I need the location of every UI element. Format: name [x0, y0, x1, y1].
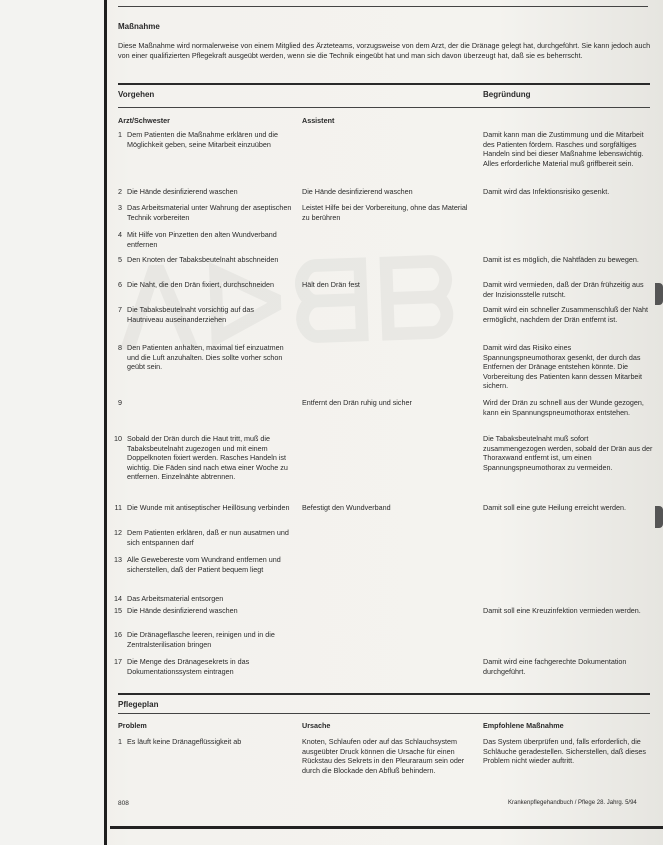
edge-mark: [655, 506, 663, 528]
pflegeplan-title: Pflegeplan: [118, 700, 159, 709]
pflegeplan-ursache: Knoten, Schlaufen oder auf das Schlauchsystem ausgeübter Druck können die Ursache für einen Rückstau des Sekrets in den Pleuraraum sein oder durch die Blockade den Abfluß behindern.: [302, 737, 465, 775]
step-begruendung-text: Damit ist es möglich, die Nahtfäden zu bewegen.: [483, 255, 639, 264]
step-number: 10: [114, 434, 122, 443]
step-begruendung-text: Damit wird eine fachgerechte Dokumentation durchgeführt.: [483, 657, 627, 676]
column-header-problem: Problem: [118, 721, 147, 730]
step-assistent-text: Leistet Hilfe bei der Vorbereitung, ohne das Material zu berühren: [302, 203, 468, 222]
column-header-massnahme: Empfohlene Maßnahme: [483, 721, 564, 730]
step-begruendung-text: Die Tabaksbeutelnaht muß sofort zusammengezogen werden, sobald der Drän aus der Thoraxwand entfernt ist, um einen Spannungspneumothorax zu vermeiden.: [483, 434, 653, 472]
edge-mark: [655, 283, 663, 305]
step-begruendung-text: Damit wird das Risiko eines Spannungspneumothorax gesenkt, der durch das Entfernen der Dränage entstehen könnte. Die Vorbereitung des Patienten kann dessen Mitarbeit sichern.: [483, 343, 643, 391]
step-number: 7: [118, 305, 122, 314]
step-begruendung-text: Wird der Drän zu schnell aus der Wunde gezogen, kann ein Spannungspneumothorax entstehen.: [483, 398, 644, 417]
scan-margin: [0, 0, 104, 845]
step-assistent-text: Die Hände desinfizierend waschen: [302, 187, 413, 196]
step-number: 8: [118, 343, 122, 352]
step-arzt-text: Die Wunde mit antiseptischer Heillösung verbinden: [127, 503, 290, 512]
step-arzt-text: Die Menge des Dränagesekrets in das Dokumentationssystem eintragen: [127, 657, 250, 676]
step-number: 2: [118, 187, 122, 196]
step-number: 5: [118, 255, 122, 264]
pflegeplan-rule: [118, 713, 650, 714]
step-number: 12: [114, 528, 122, 537]
step-assistent-text: Entfernt den Drän ruhig und sicher: [302, 398, 412, 407]
step-number: 14: [114, 594, 122, 603]
step-arzt-text: Dem Patienten erklären, daß er nun ausatmen und sich entspannen darf: [127, 528, 289, 547]
step-assistent-text: Hält den Drän fest: [302, 280, 360, 289]
step-number: 11: [114, 503, 122, 512]
subheader-assistent: Assistent: [302, 116, 335, 125]
step-arzt-text: Die Dränageflasche leeren, reinigen und in die Zentralsterilisation bringen: [127, 630, 275, 649]
step-number: 9: [118, 398, 122, 407]
step-begruendung-text: Damit soll eine gute Heilung erreicht werden.: [483, 503, 627, 512]
step-begruendung-text: Damit soll eine Kreuzinfektion vermieden werden.: [483, 606, 641, 615]
step-begruendung-text: Damit wird ein schneller Zusammenschluß der Naht ermöglicht, nachdem der Drän entfernt ist.: [483, 305, 648, 324]
pflegeplan-massnahme: Das System überprüfen und, falls erforderlich, die Schläuche geradestellen. Sicherstellen, daß dieses Problem nicht wieder auftritt.: [483, 737, 647, 766]
step-begruendung-text: Damit wird das Infektionsrisiko gesenkt.: [483, 187, 610, 196]
subheader-arzt: Arzt/Schwester: [118, 116, 170, 125]
pflegeplan-top-rule: [118, 693, 650, 695]
step-number: 4: [118, 230, 122, 239]
step-arzt-text: Alle Gewebereste vom Wundrand entfernen und sicherstellen, daß der Patient bequem liegt: [127, 555, 281, 574]
step-number: 17: [114, 657, 122, 666]
step-arzt-text: Das Arbeitsmaterial unter Wahrung der aseptischen Technik vorbereiten: [127, 203, 292, 222]
step-arzt-text: Den Patienten anhalten, maximal tief einzuatmen und die Luft anzuhalten. Dies sollte vorher schon geübt sein.: [127, 343, 284, 372]
column-header-ursache: Ursache: [302, 721, 331, 730]
step-number: 15: [114, 606, 122, 615]
step-arzt-text: Mit Hilfe von Pinzetten den alten Wundverband entfernen: [127, 230, 277, 249]
section-intro: Diese Maßnahme wird normalerweise von einem Mitglied des Ärzteteams, vorzugsweise von dem Arzt, der die Dränage gelegt hat, durchgeführt. Sie kann jedoch auch von einer qualifizierten Pflegekraft ausgeübt werden, wenn sie die Technik eingeübt hat und man sich davon überzeugt hat, daß sie es beherrscht.: [118, 41, 651, 60]
step-begruendung-text: Damit kann man die Zustimmung und die Mitarbeit des Patienten fördern. Rasches und sorgfältiges Handeln sind bei dieser Maßnahme lebenswichtig. Alles erforderliche Material muß griffbereit sein.: [483, 130, 644, 168]
step-arzt-text: Die Tabaksbeutelnaht vorsichtig auf das Hautniveau auseinanderziehen: [127, 305, 254, 324]
bottom-edge: [110, 826, 663, 829]
column-header-vorgehen: Vorgehen: [118, 90, 155, 99]
step-number: 3: [118, 203, 122, 212]
step-arzt-text: Die Naht, die den Drän fixiert, durchschneiden: [127, 280, 275, 289]
pflegeplan-problem: Es läuft keine Dränageflüssigkeit ab: [127, 737, 242, 746]
table-top-rule: [118, 83, 650, 85]
step-arzt-text: Die Hände desinfizierend waschen: [127, 606, 238, 615]
step-number: 16: [114, 630, 122, 639]
step-number: 6: [118, 280, 122, 289]
step-arzt-text: Sobald der Drän durch die Haut tritt, muß die Tabaksbeutelnaht zugezogen und mit einem Doppelknoten fixiert werden. Rasches Handeln ist wichtig. Die Fäden sind nach etwa einer Woche zu entfernen. Einzelnähte abtrennen.: [127, 434, 288, 482]
step-arzt-text: Die Hände desinfizierend waschen: [127, 187, 238, 196]
step-arzt-text: Den Knoten der Tabaksbeutelnaht abschneiden: [127, 255, 279, 264]
step-assistent-text: Befestigt den Wundverband: [302, 503, 391, 512]
step-arzt-text: Das Arbeitsmaterial entsorgen: [127, 594, 224, 603]
top-rule: [118, 6, 648, 7]
column-header-begruendung: Begründung: [483, 90, 531, 99]
step-number: 1: [118, 130, 122, 139]
step-begruendung-text: Damit wird vermieden, daß der Drän frühzeitig aus der Inzisionsstelle rutscht.: [483, 280, 644, 299]
section-title: Maßnahme: [118, 22, 160, 31]
table-header-rule: [118, 107, 650, 108]
page-number: 808: [118, 800, 129, 807]
page-binding-edge: [104, 0, 107, 845]
step-number: 13: [114, 555, 122, 564]
step-arzt-text: Dem Patienten die Maßnahme erklären und die Möglichkeit geben, seine Mitarbeit einzuüben: [127, 130, 279, 149]
source-line: Krankenpflegehandbuch / Pflege 28. Jahrg. 5/94: [508, 800, 637, 806]
pflegeplan-row-number: 1: [118, 737, 122, 746]
